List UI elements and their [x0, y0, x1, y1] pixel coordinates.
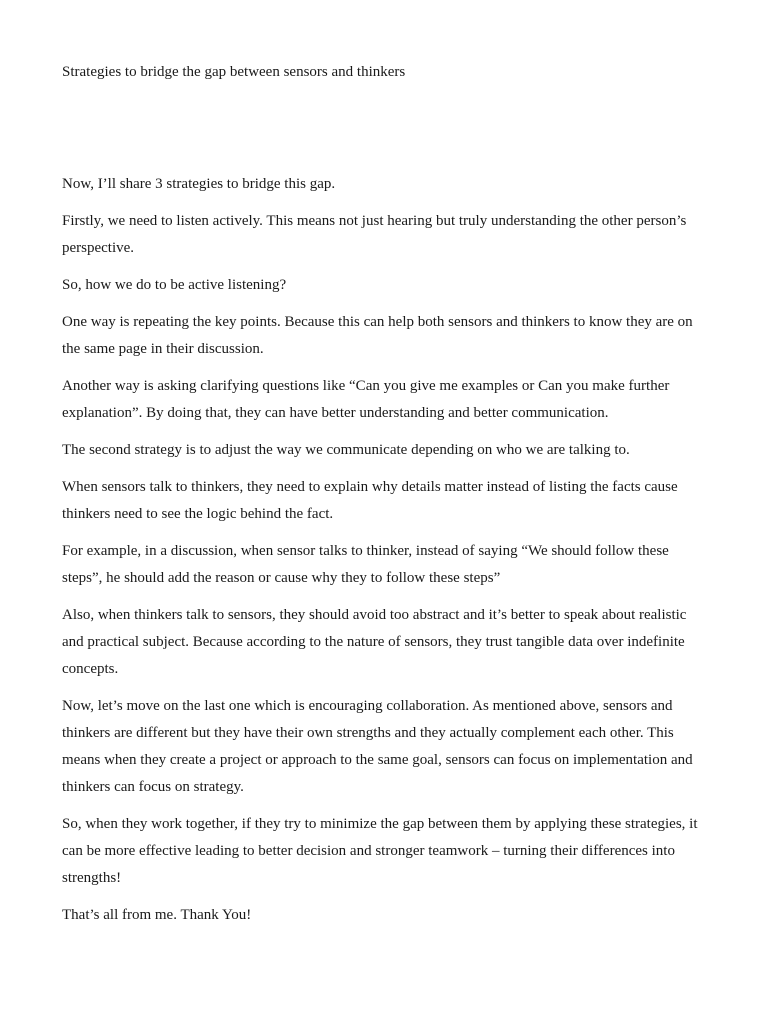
paragraph-5: Another way is asking clarifying questions like “Can you give me examples or Can you make further explanation”. By doing that, they can have better understanding and better communication. [62, 378, 670, 421]
paragraph-11: So, when they work together, if they try to minimize the gap between them by applying these strategies, it can be more effective leading to better decision and stronger teamwork – turning their differences into strengths! [62, 816, 698, 886]
paragraph-4: One way is repeating the key points. Because this can help both sensors and thinkers to know they are on the same page in their discussion. [62, 314, 693, 357]
paragraph-1: Now, I’ll share 3 strategies to bridge this gap. [62, 176, 336, 192]
paragraph-7: When sensors talk to thinkers, they need to explain why details matter instead of listing the facts cause thinkers need to see the logic behind the fact. [62, 479, 678, 522]
document-body [62, 171, 708, 939]
paragraph-9: Also, when thinkers talk to sensors, they should avoid too abstract and it’s better to speak about realistic and practical subject. Because according to the nature of sensors, they trust tangible data over indefinite concepts. [62, 607, 687, 677]
paragraph-3: So, how we do to be active listening? [62, 277, 287, 293]
paragraph-2: Firstly, we need to listen actively. This means not just hearing but truly understanding the other person’s perspective. [62, 213, 687, 256]
paragraph-12: That’s all from me. Thank You! [62, 907, 252, 923]
paragraph-6: The second strategy is to adjust the way we communicate depending on who we are talking to. [62, 442, 630, 458]
document-title: Strategies to bridge the gap between sensors and thinkers [62, 64, 406, 80]
paragraph-8: For example, in a discussion, when sensor talks to thinker, instead of saying “We should follow these steps”, he should add the reason or cause why they to follow these steps” [62, 543, 669, 586]
paragraph-10: Now, let’s move on the last one which is encouraging collaboration. As mentioned above, sensors and thinkers are different but they have their own strengths and they actually complement each other. This means when they create a project or approach to the same goal, sensors can focus on implementation and thinkers can focus on strategy. [62, 698, 693, 795]
